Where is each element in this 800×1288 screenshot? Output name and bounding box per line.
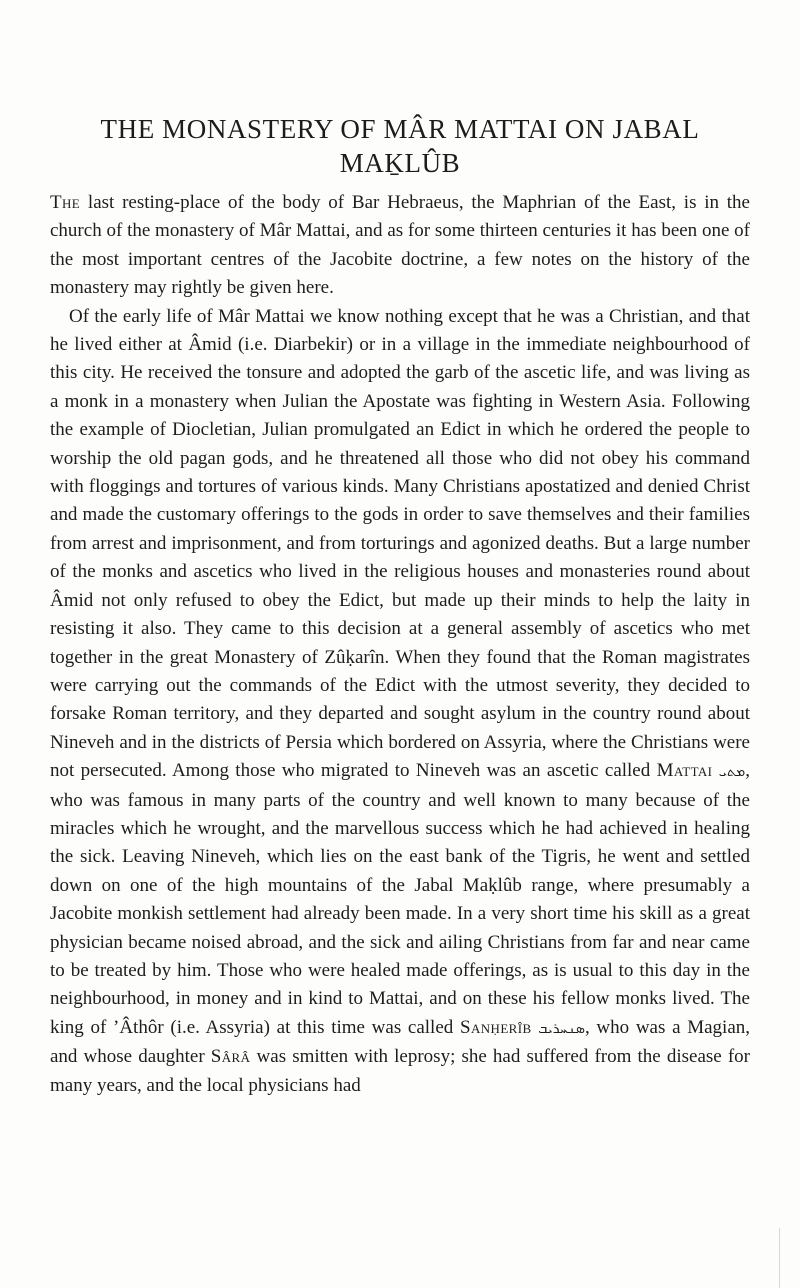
paragraph-lead-word: The [50, 192, 81, 213]
paragraph-2 [50, 303, 750, 1100]
paragraph-1 [50, 189, 750, 303]
paragraph-2-text-d: was smitten with leprosy; she had suffered from the disease for many years, and the local physicians had [50, 1046, 750, 1096]
body-text [50, 189, 750, 1100]
chapter-title-line-1: THE MONASTERY OF MÂR MATTAI ON JABAL [100, 114, 700, 144]
syriac-mattai: ܡܬܝ [718, 764, 746, 781]
name-sanherib: Sanḥerîb [459, 1016, 532, 1038]
syriac-sanherib: ܣܢܚܪܝܒ [538, 1020, 585, 1037]
name-mattai: Mattai [656, 760, 713, 782]
page-edge-line [779, 1228, 780, 1288]
paragraph-1-text: last resting-place of the body of Bar Hebraeus, the Maphrian of the East, is in the church of the monastery of Mâr Mattai, and as for some thirteen centuries it has been one of the most important centres of the Jacobite doctrine, a few notes on the history of the monastery may rightly be given here. [50, 192, 750, 299]
chapter-title-line-2: MAḴLÛB [339, 148, 461, 178]
name-sara: Sârâ [210, 1046, 251, 1068]
paragraph-2-text-a: Of the early life of Mâr Mattai we know nothing except that he was a Christian, and that he lived either at Âmid (i.e. Diarbekir) or in a village in the immediate neighbourhood of this city. He received the tonsure and adopted the garb of the ascetic life, and was living as a monk in a monastery when Julian the Apostate was fighting in Western Asia. Following the example of Diocletian, Julian promulgated an Edict in which he ordered the people to worship the old pagan gods, and he threatened all those who did not obey his command with floggings and tortures of various kinds. Many Christians apostatized and denied Christ and made the customary offerings to the gods in order to save themselves and their families from arrest and imprisonment, and from torturings and agonized deaths. But a large number of the monks and ascetics who lived in the religious houses and monasteries round about Âmid not only refused to obey the Edict, but made up their minds to help the laity in resisting it also. They came to this decision at a general assembly of ascetics who met together in the great Monastery of Zûḳarîn. When they found that the Roman magistrates were carrying out the commands of the Edict with the utmost severity, they decided to forsake Roman territory, and they departed and sought asylum in the country round about Nineveh and in the districts of Persia which bordered on Assyria, where the Christians were not persecuted. Among those who migrated to Nineveh was an ascetic called [50, 305, 750, 782]
paragraph-2-text-b: , who was famous in many parts of the country and well known to many because of the miracles which he wrought, and the marvellous success which he had achieved in healing the sick. Leaving Nineveh, which lies on the east bank of the Tigris, he went and settled down on one of the high mountains of the Jabal Maḳlûb range, where presumably a Jacobite monkish settlement had already been made. In a very short time his skill as a great physician became noised abroad, and the sick and ailing Christians from far and near came to be treated by him. Those who were healed made offerings, as is usual to this day in the neighbourhood, in money and in kind to Mattai, and on these his fellow monks lived. The king of ’Âthôr (i.e. Assyria) at this time was called [50, 760, 750, 1038]
paragraph-2-text-c: , who was a Magian, and whose daughter [50, 1016, 750, 1068]
